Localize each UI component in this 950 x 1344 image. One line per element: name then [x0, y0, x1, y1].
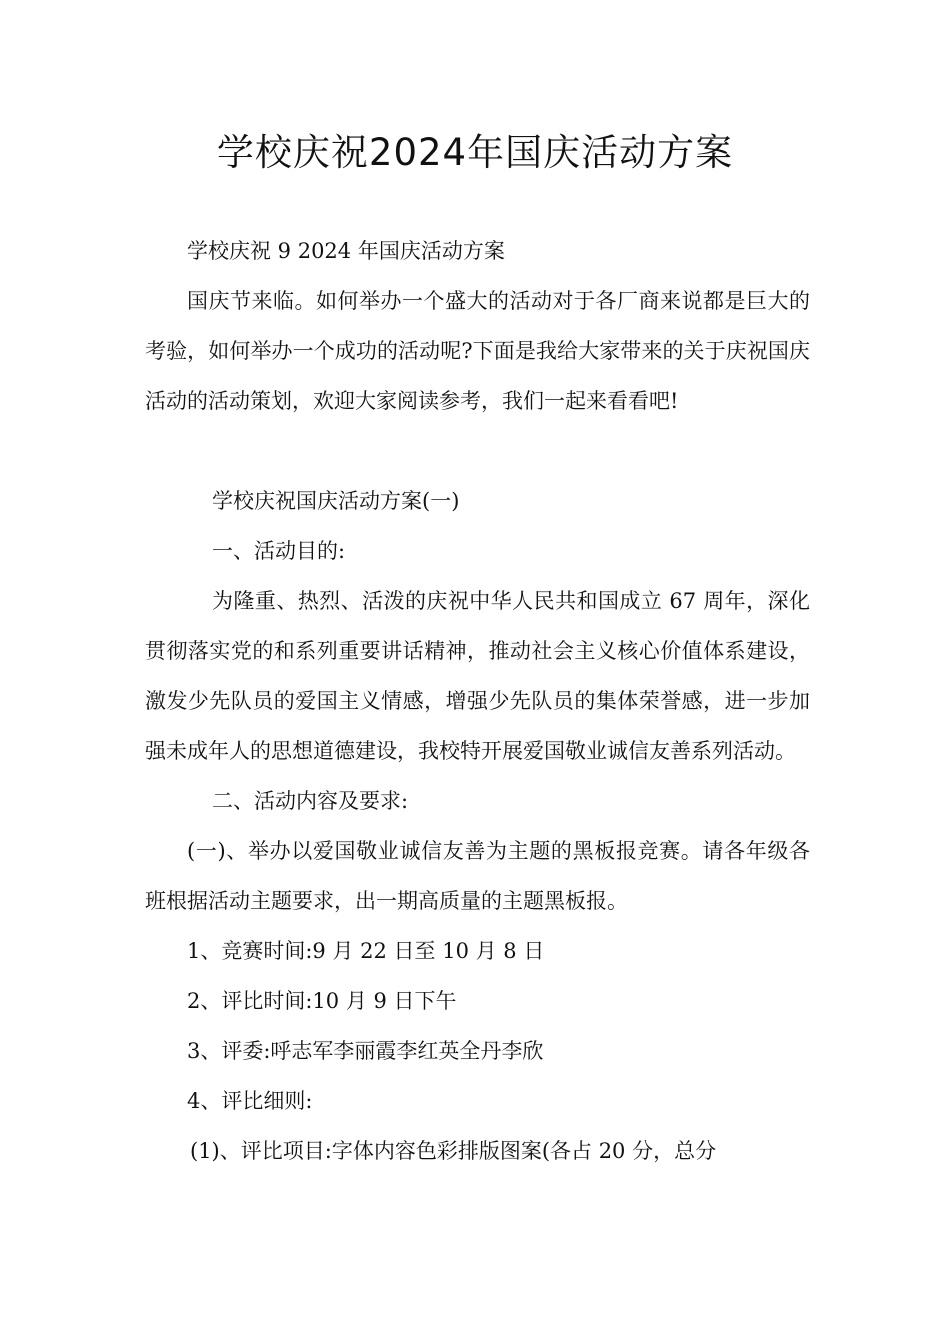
- purpose-paragraph: 为隆重、热烈、活泼的庆祝中华人民共和国成立 67 周年，深化贯彻落实党的和系列重要讲话精神，推动社会主义核心价值体系建设，激发少先队员的爱国主义情感，增强少先队员的集体荣誉感，进一步加强未成年人的思想道德建设，我校特开展爱国敬业诚信友善系列活动。: [145, 589, 810, 763]
- item-contest-time: 1、竞赛时间:9 月 22 日至 10 月 8 日: [187, 939, 545, 963]
- document-subtitle: 学校庆祝 9 2024 年国庆活动方案: [187, 239, 505, 263]
- document-body: [145, 226, 810, 1176]
- heading-purpose: 一、活动目的:: [212, 539, 346, 563]
- section-title: 学校庆祝国庆活动方案(一): [212, 489, 460, 513]
- document-title: 学校庆祝2024年国庆活动方案: [216, 131, 734, 174]
- intro-paragraph: 国庆节来临。如何举办一个盛大的活动对于各厂商来说都是巨大的考验，如何举办一个成功的活动呢?下面是我给大家带来的关于庆祝国庆活动的活动策划，欢迎大家阅读参考，我们一起来看看吧!: [145, 289, 810, 413]
- item-blackboard-contest: (一)、举办以爱国敬业诚信友善为主题的黑板报竞赛。请各年级各班根据活动主题要求，出一期高质量的主题黑板报。: [145, 839, 810, 913]
- item-evaluation-rules: 4、评比细则:: [187, 1089, 313, 1113]
- item-evaluation-time: 2、评比时间:10 月 9 日下午: [187, 989, 457, 1013]
- item-judges: 3、评委:呼志军李丽霞李红英全丹李欣: [187, 1039, 544, 1063]
- blank-line: [145, 426, 810, 476]
- item-evaluation-rules-1: (1)、评比项目:字体内容色彩排版图案(各占 20 分，总分: [190, 1139, 717, 1163]
- heading-content: 二、活动内容及要求:: [212, 789, 409, 813]
